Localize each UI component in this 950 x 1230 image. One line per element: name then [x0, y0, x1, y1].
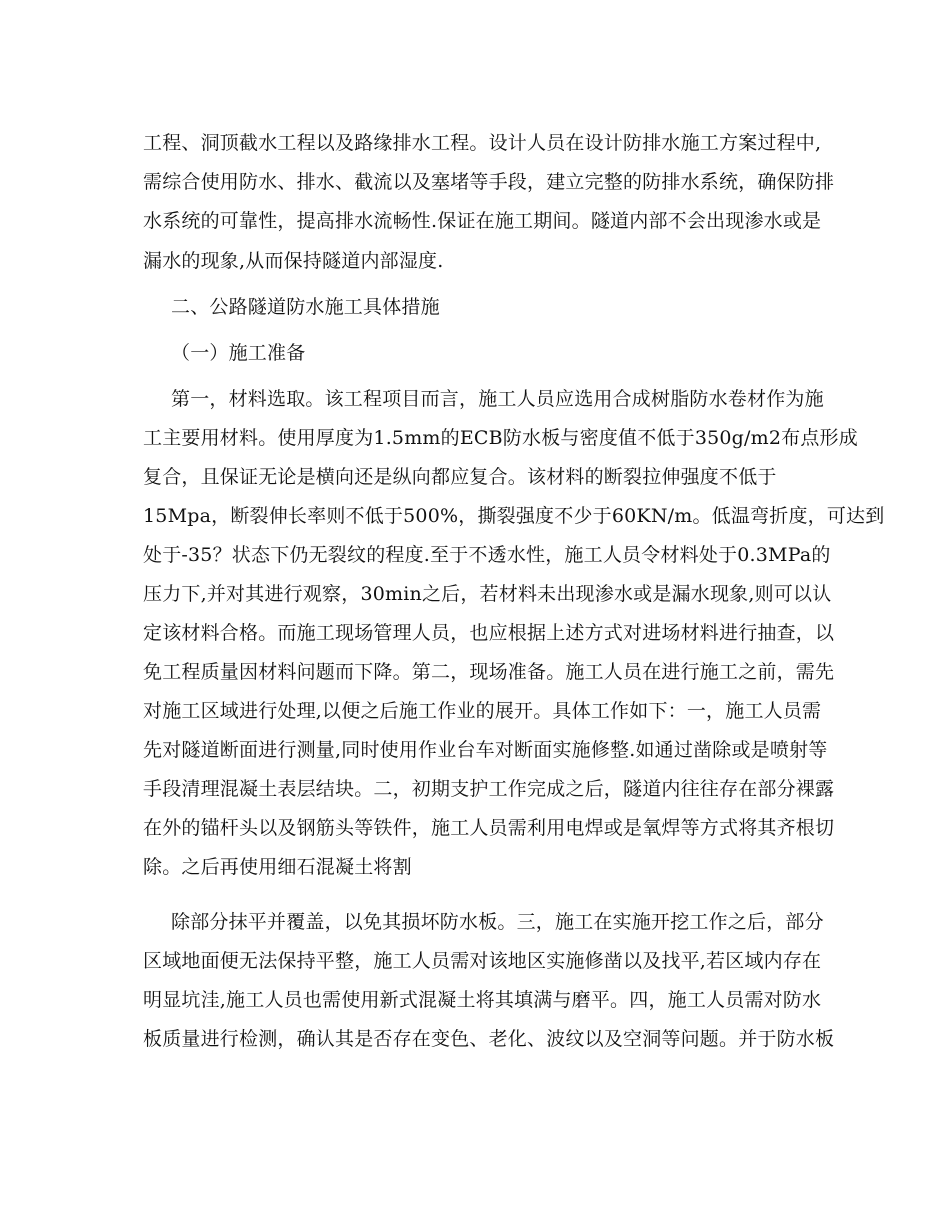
text-line: 漏水的现象,从而保持隧道内部湿度. — [143, 250, 444, 272]
text-line: 除部分抹平并覆盖，以免其损坏防水板。三，施工在实施开挖工作之后，部分 — [171, 911, 824, 933]
text-line: 复合，且保证无论是横向还是纵向都应复合。该材料的断裂拉伸强度不低于 — [143, 466, 777, 488]
text-line: 15Mpa，断裂伸长率则不低于500%，撕裂强度不少于60KN/m。低温弯折度，可达到 — [143, 505, 885, 527]
text-line: 除。之后再使用细石混凝土将割 — [143, 856, 412, 878]
text-line: 工程、洞顶截水工程以及路缘排水工程。设计人员在设计防排水施工方案过程中, — [143, 132, 822, 154]
text-line: 先对隧道断面进行测量,同时使用作业台车对断面实施修整.如通过凿除或是喷射等 — [143, 739, 828, 761]
text-line: 需综合使用防水、排水、截流以及塞堵等手段，建立完整的防排水系统，确保防排 — [143, 171, 835, 193]
text-line: 第一，材料选取。该工程项目而言，施工人员应选用合成树脂防水卷材作为施 — [171, 388, 824, 410]
text-line: 定该材料合格。而施工现场管理人员，也应根据上述方式对进场材料进行抽查，以 — [143, 622, 835, 644]
text-line: 手段清理混凝土表层结块。二，初期支护工作完成之后，隧道内往往存在部分裸露 — [143, 778, 835, 800]
subsection-heading: （一）施工准备 — [171, 342, 306, 364]
text-line: 免工程质量因材料问题而下降。第二，现场准备。施工人员在进行施工之前，需先 — [143, 661, 835, 683]
text-line: 水系统的可靠性，提高排水流畅性.保证在施工期间。隧道内部不会出现渗水或是 — [143, 210, 822, 232]
text-line: 板质量进行检测，确认其是否存在变色、老化、波纹以及空洞等问题。并于防水板 — [143, 1028, 835, 1050]
text-line: 对施工区域进行处理,以便之后施工作业的展开。具体工作如下：一，施工人员需 — [143, 700, 822, 722]
text-line: 压力下,并对其进行观察，30min之后，若材料未出现渗水或是漏水现象,则可以认 — [143, 583, 832, 605]
section-heading: 二、公路隧道防水施工具体措施 — [171, 296, 440, 318]
text-line: 处于-35？状态下仍无裂纹的程度.至于不透水性，施工人员令材料处于0.3MPa的 — [143, 544, 831, 566]
text-line: 工主要用材料。使用厚度为1.5mm的ECB防水板与密度值不低于350g/m2布点形成 — [143, 427, 858, 449]
text-line: 在外的锚杆头以及钢筋头等铁件，施工人员需利用电焊或是氧焊等方式将其齐根切 — [143, 817, 835, 839]
text-line: 明显坑洼,施工人员也需使用新式混凝土将其填满与磨平。四，施工人员需对防水 — [143, 989, 822, 1011]
text-line: 区域地面便无法保持平整，施工人员需对该地区实施修凿以及找平,若区域内存在 — [143, 950, 822, 972]
